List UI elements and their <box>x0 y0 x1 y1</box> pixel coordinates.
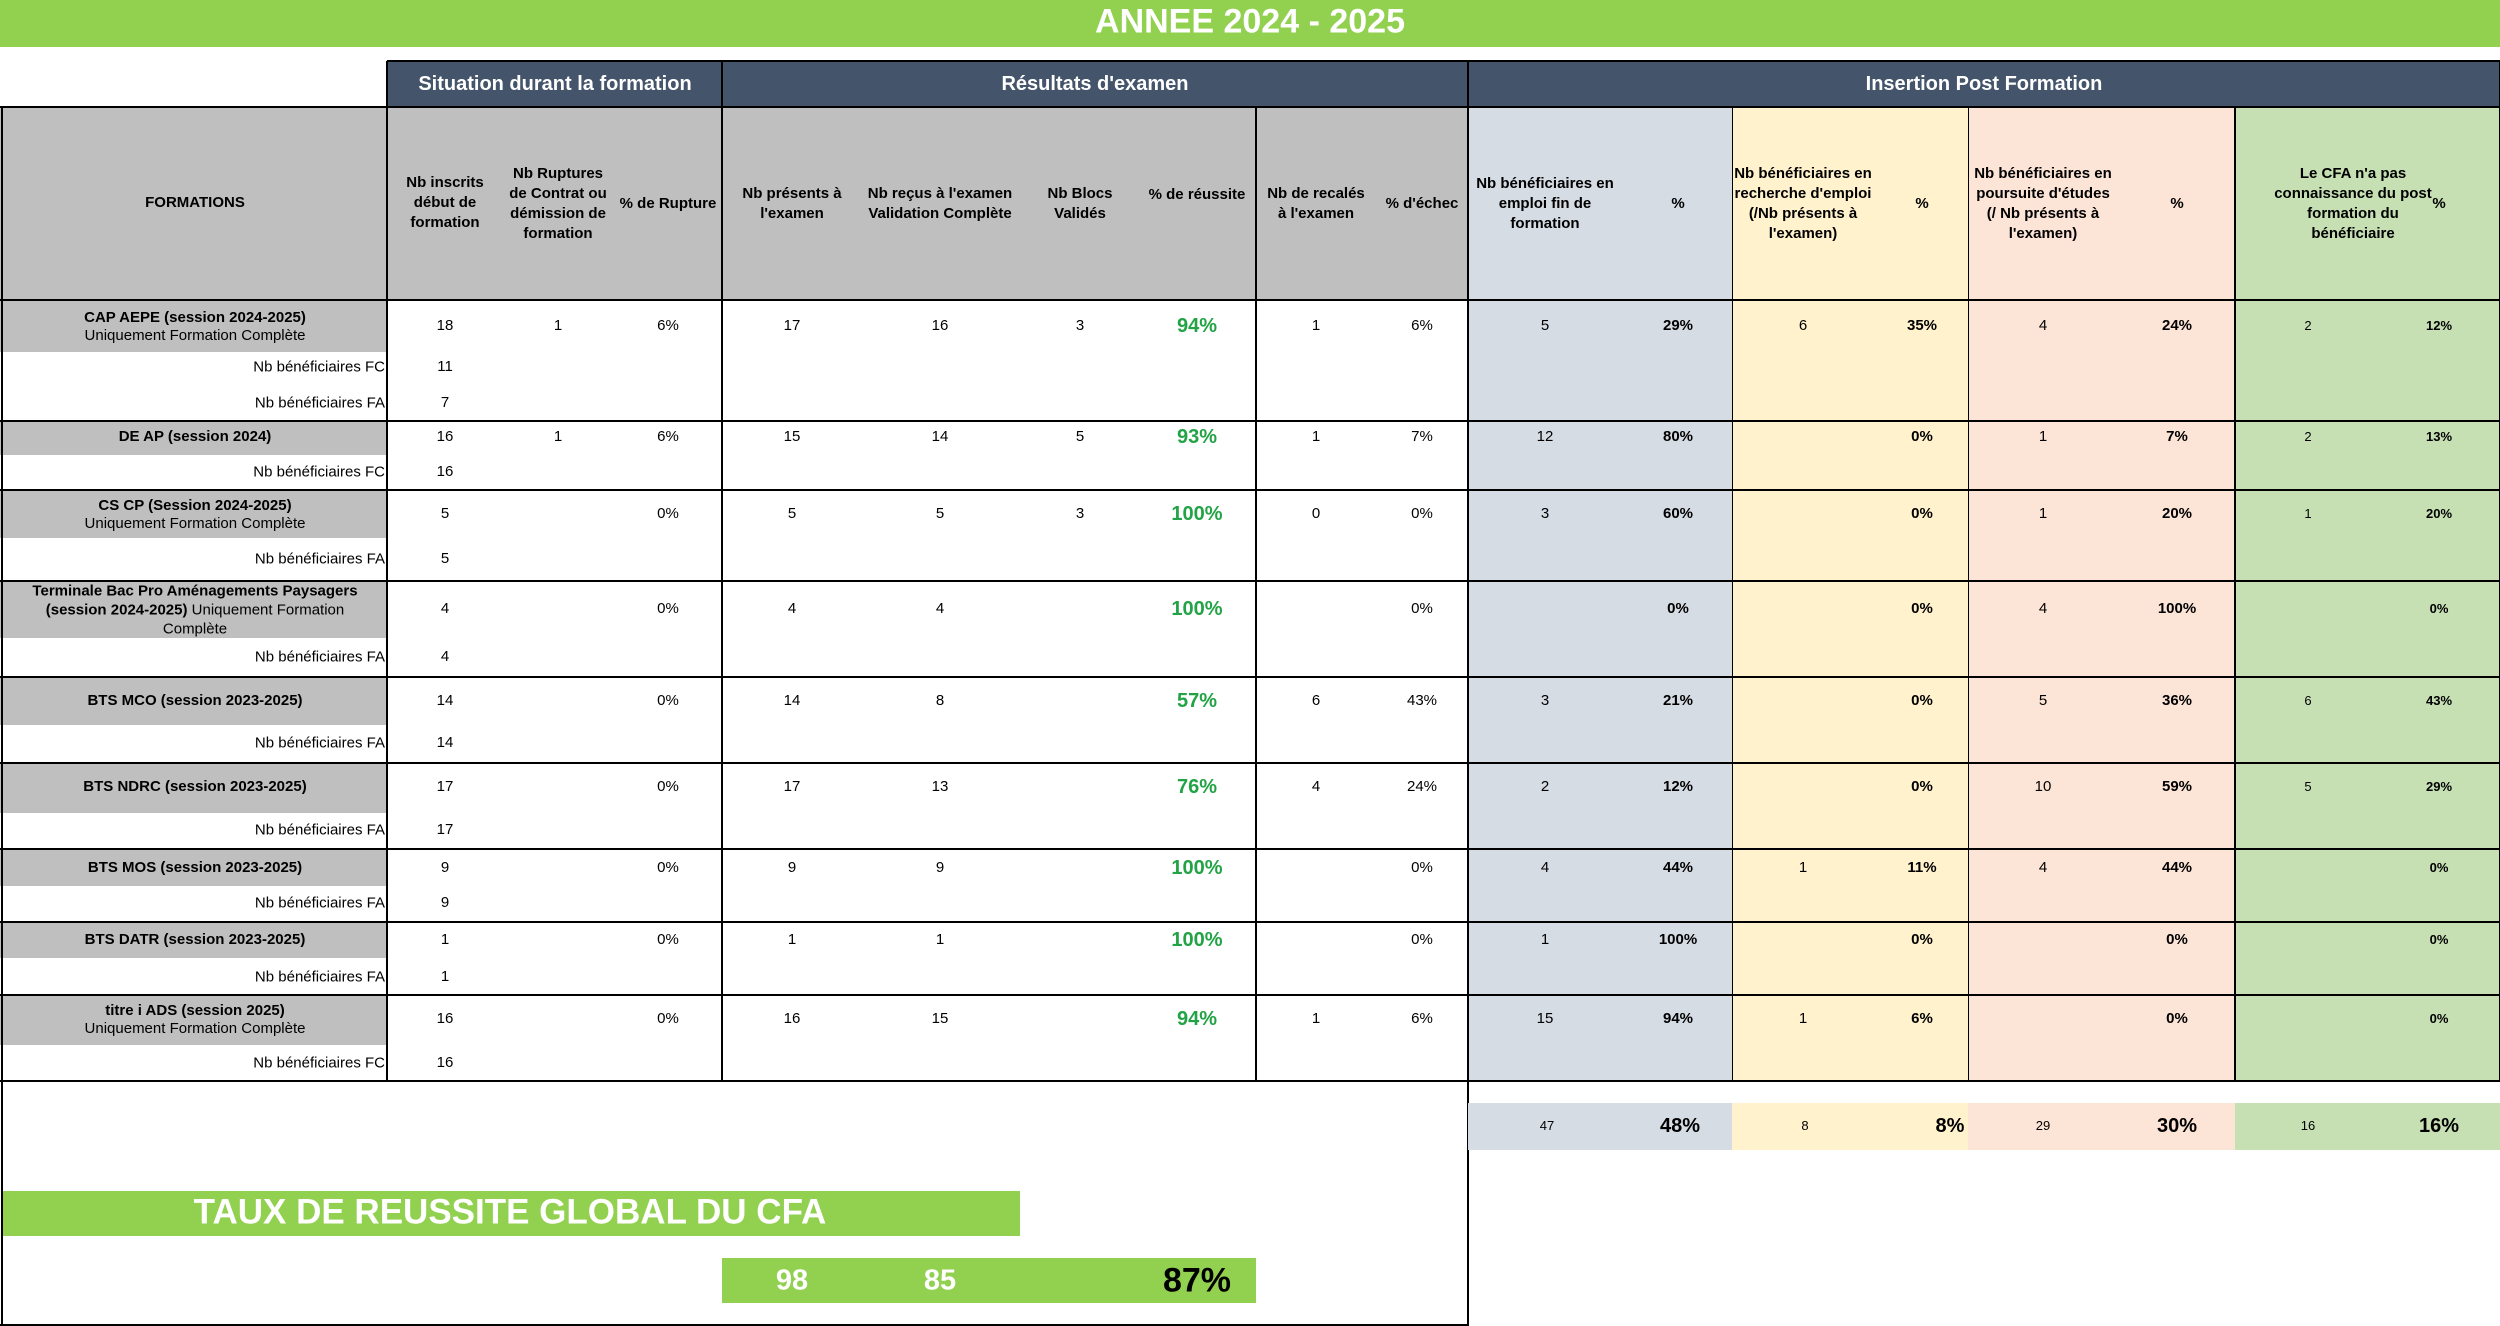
value-etudes: 1 <box>2038 427 2048 445</box>
value-etudes: 5 <box>2038 691 2048 709</box>
value-pct-rupture: 0% <box>657 1009 679 1027</box>
value-recales: 1 <box>1311 316 1321 334</box>
value-inscrits: 4 <box>440 599 450 617</box>
formation-subtitle: Uniquement Formation Complète <box>84 514 306 532</box>
value-recus: 14 <box>931 427 949 445</box>
value-ruptures: 1 <box>553 427 563 445</box>
value-emploi-pct: 12% <box>1662 777 1694 795</box>
column-header-recales: Nb de recalés à l'examen <box>1267 185 1365 222</box>
grid-line <box>0 1080 2500 1082</box>
value-reussite: 100% <box>1171 597 1223 620</box>
value-inscrits: 16 <box>436 1009 454 1027</box>
grid-line <box>0 299 2500 301</box>
value-emploi: 2 <box>1540 777 1550 795</box>
sub-row-label: Nb bénéficiaires FA <box>254 894 385 912</box>
column-header-blocs: Nb Blocs Validés <box>1047 185 1113 222</box>
total-emploi-pct: 48% <box>1659 1114 1701 1137</box>
value-etudes-pct: 0% <box>2166 1009 2188 1027</box>
group-label-situation: Situation durant la formation <box>418 72 692 95</box>
column-header-emploi: Nb bénéficiaires en emploi fin de formation <box>1476 175 1614 232</box>
sub-row-value: 9 <box>440 893 450 911</box>
column-header-recus: Nb reçus à l'examen Validation Complète <box>867 185 1013 222</box>
value-recus: 9 <box>935 858 945 876</box>
sub-row-label: Nb bénéficiaires FC <box>253 463 385 481</box>
grid-line <box>721 61 723 1081</box>
value-recherche-pct: 0% <box>1911 930 1933 948</box>
value-inconnu: 5 <box>2304 779 2312 795</box>
value-recus: 8 <box>935 691 945 709</box>
value-inconnu-pct: 0% <box>2429 601 2449 617</box>
grid-line <box>386 61 388 1081</box>
group-label-resultats: Résultats d'examen <box>1001 72 1189 95</box>
global-taux: 87% <box>1162 1261 1232 1300</box>
inconnu-cell <box>2235 300 2500 421</box>
sub-row-value: 4 <box>440 647 450 665</box>
formation-subtitle: Uniquement Formation Complète <box>162 601 345 638</box>
grid-line <box>0 489 2500 491</box>
etudes-cell <box>1968 763 2235 849</box>
value-inscrits: 1 <box>440 930 450 948</box>
value-emploi-pct: 94% <box>1662 1009 1694 1027</box>
value-emploi-pct: 29% <box>1662 316 1694 334</box>
column-header-ruptures: Nb Ruptures de Contrat ou démission de formation <box>509 165 607 242</box>
column-header-etudes: Nb bénéficiaires en poursuite d'études (/ Nb présents à l'examen) <box>1974 165 2112 242</box>
inconnu-cell <box>2235 922 2500 995</box>
value-presents: 14 <box>783 691 801 709</box>
value-reussite: 93% <box>1176 425 1218 448</box>
value-recherche-pct: 11% <box>1907 858 1937 876</box>
sub-row-value: 17 <box>436 820 454 838</box>
formation-name <box>15 582 375 639</box>
recherche-cell <box>1732 995 1968 1081</box>
emploi-cell <box>1468 677 1732 763</box>
value-blocs: 3 <box>1075 504 1085 522</box>
value-recus: 13 <box>931 777 949 795</box>
column-header-emploi-pct: % <box>1671 195 1685 212</box>
column-header-reussite: % de réussite <box>1148 186 1246 203</box>
total-etudes: 29 <box>2035 1118 2051 1134</box>
emploi-cell <box>1468 763 1732 849</box>
value-reussite: 100% <box>1171 928 1223 951</box>
sub-row-value: 1 <box>440 967 450 985</box>
column-header-echec: % d'échec <box>1385 195 1459 212</box>
value-inconnu-pct: 13% <box>2425 429 2453 445</box>
column-header-etudes-pct: % <box>2170 195 2184 212</box>
formation-name: DE AP (session 2024) <box>118 427 272 445</box>
value-recales: 1 <box>1311 427 1321 445</box>
value-presents: 16 <box>783 1009 801 1027</box>
value-recus: 15 <box>931 1009 949 1027</box>
sub-row-label: Nb bénéficiaires FC <box>253 1054 385 1072</box>
sub-row-value: 14 <box>436 733 454 751</box>
global-recus: 85 <box>923 1264 957 1297</box>
grid-line <box>0 676 2500 678</box>
recherche-cell <box>1732 763 1968 849</box>
etudes-cell <box>1968 581 2235 677</box>
formation-name: BTS DATR (session 2023-2025) <box>84 930 306 948</box>
total-recherche: 8 <box>1801 1118 1809 1134</box>
value-etudes-pct: 7% <box>2166 427 2188 445</box>
value-emploi-pct: 0% <box>1667 599 1689 617</box>
grid-line <box>2234 107 2236 1081</box>
value-recherche-pct: 0% <box>1911 504 1933 522</box>
value-inscrits: 14 <box>436 691 454 709</box>
sub-row-label: Nb bénéficiaires FA <box>254 734 385 752</box>
sub-row-label: Nb bénéficiaires FA <box>254 648 385 666</box>
value-presents: 9 <box>787 858 797 876</box>
grid-line <box>0 106 2500 108</box>
etudes-cell <box>1968 922 2235 995</box>
value-emploi-pct: 44% <box>1662 858 1694 876</box>
global-presents: 98 <box>775 1264 809 1297</box>
total-etudes-pct: 30% <box>2156 1114 2198 1137</box>
value-emploi: 3 <box>1540 691 1550 709</box>
sub-row-value: 16 <box>436 462 454 480</box>
total-inconnu: 16 <box>2300 1118 2316 1134</box>
value-inscrits: 18 <box>436 316 454 334</box>
value-etudes: 4 <box>2038 858 2048 876</box>
value-recales: 6 <box>1311 691 1321 709</box>
value-pct-rupture: 6% <box>657 316 679 334</box>
value-ruptures: 1 <box>553 316 563 334</box>
value-etudes: 4 <box>2038 316 2048 334</box>
grid-line <box>1 107 3 1326</box>
value-inconnu-pct: 0% <box>2429 860 2449 876</box>
value-recus: 5 <box>935 504 945 522</box>
value-reussite: 57% <box>1176 689 1218 712</box>
sub-row-label: Nb bénéficiaires FA <box>254 550 385 568</box>
value-presents: 17 <box>783 316 801 334</box>
value-recherche: 1 <box>1798 858 1808 876</box>
value-pct-rupture: 0% <box>657 599 679 617</box>
value-inconnu-pct: 0% <box>2429 1011 2449 1027</box>
formation-subtitle: Uniquement Formation Complète <box>84 1019 306 1037</box>
value-inscrits: 16 <box>436 427 454 445</box>
etudes-cell <box>1968 300 2235 421</box>
sub-row-value: 5 <box>440 549 450 567</box>
value-inconnu-pct: 12% <box>2425 318 2453 334</box>
value-recales: 0 <box>1311 504 1321 522</box>
inconnu-cell <box>2235 849 2500 922</box>
value-inconnu-pct: 0% <box>2429 932 2449 948</box>
grid-line <box>1968 107 1969 1081</box>
formation-name: CAP AEPE (session 2024-2025) <box>84 308 306 326</box>
value-recales: 4 <box>1311 777 1321 795</box>
etudes-cell <box>1968 849 2235 922</box>
formation-name: BTS MOS (session 2023-2025) <box>87 858 303 876</box>
value-emploi: 5 <box>1540 316 1550 334</box>
value-inscrits: 17 <box>436 777 454 795</box>
value-echec: 0% <box>1411 504 1433 522</box>
sub-row-value: 7 <box>440 393 450 411</box>
etudes-cell <box>1968 677 2235 763</box>
value-recherche: 1 <box>1798 1009 1808 1027</box>
value-emploi: 15 <box>1536 1009 1554 1027</box>
value-inconnu: 6 <box>2304 693 2312 709</box>
grid-line <box>0 580 2500 582</box>
total-inconnu-pct: 16% <box>2418 1114 2460 1137</box>
inconnu-cell <box>2235 421 2500 490</box>
value-pct-rupture: 6% <box>657 427 679 445</box>
value-echec: 43% <box>1406 691 1438 709</box>
formation-name: BTS MCO (session 2023-2025) <box>87 691 303 709</box>
value-presents: 1 <box>787 930 797 948</box>
sub-row-label: Nb bénéficiaires FC <box>253 358 385 376</box>
value-recus: 1 <box>935 930 945 948</box>
value-recherche-pct: 0% <box>1911 777 1933 795</box>
etudes-cell <box>1968 421 2235 490</box>
value-inconnu-pct: 29% <box>2425 779 2453 795</box>
etudes-cell <box>1968 995 2235 1081</box>
formation-name: BTS NDRC (session 2023-2025) <box>83 777 307 795</box>
value-recales: 1 <box>1311 1009 1321 1027</box>
value-etudes: 10 <box>2034 777 2052 795</box>
column-header-pct-rupture: % de Rupture <box>619 195 717 212</box>
value-presents: 17 <box>783 777 801 795</box>
value-pct-rupture: 0% <box>657 858 679 876</box>
value-etudes-pct: 100% <box>2157 599 2197 617</box>
column-header-presents: Nb présents à l'examen <box>742 185 842 222</box>
grid-line <box>0 848 2500 850</box>
value-etudes-pct: 44% <box>2161 858 2193 876</box>
inconnu-cell <box>2235 995 2500 1081</box>
emploi-cell <box>1468 995 1732 1081</box>
emploi-cell <box>1468 581 1732 677</box>
value-etudes-pct: 20% <box>2161 504 2193 522</box>
value-echec: 0% <box>1411 599 1433 617</box>
grid-line <box>0 921 2500 923</box>
value-recherche-pct: 0% <box>1911 691 1933 709</box>
value-etudes: 4 <box>2038 599 2048 617</box>
value-emploi: 12 <box>1536 427 1554 445</box>
value-presents: 5 <box>787 504 797 522</box>
value-pct-rupture: 0% <box>657 691 679 709</box>
total-recherche-pct: 8% <box>1935 1114 1965 1137</box>
value-recherche-pct: 0% <box>1911 599 1933 617</box>
etudes-cell <box>1968 490 2235 581</box>
value-emploi-pct: 100% <box>1658 930 1698 948</box>
value-inconnu-pct: 43% <box>2425 693 2453 709</box>
value-inscrits: 5 <box>440 504 450 522</box>
value-inconnu: 1 <box>2304 506 2312 522</box>
total-inconnu-cell <box>2235 1103 2500 1150</box>
value-reussite: 94% <box>1176 1007 1218 1030</box>
value-emploi: 4 <box>1540 858 1550 876</box>
grid-line <box>0 420 2500 422</box>
value-reussite: 100% <box>1171 502 1223 525</box>
column-header-formations: FORMATIONS <box>145 194 245 211</box>
grid-line <box>0 762 2500 764</box>
inconnu-cell <box>2235 581 2500 677</box>
value-etudes-pct: 0% <box>2166 930 2188 948</box>
formation-name: titre i ADS (session 2025) <box>105 1001 285 1019</box>
global-rate-label: TAUX DE REUSSITE GLOBAL DU CFA <box>193 1192 827 1232</box>
value-etudes: 1 <box>2038 504 2048 522</box>
value-recherche-pct: 35% <box>1906 316 1938 334</box>
grid-line <box>0 994 2500 996</box>
value-echec: 7% <box>1411 427 1433 445</box>
emploi-cell <box>1468 490 1732 581</box>
value-inconnu: 2 <box>2304 429 2312 445</box>
value-echec: 6% <box>1411 1009 1433 1027</box>
recherche-cell <box>1732 490 1968 581</box>
value-echec: 0% <box>1411 858 1433 876</box>
sub-row-label: Nb bénéficiaires FA <box>254 394 385 412</box>
column-header-recherche-pct: % <box>1915 195 1929 212</box>
column-header-inconnu: Le CFA n'a pas connaissance du post formation du bénéficiaire <box>2274 165 2432 242</box>
value-inconnu-pct: 20% <box>2425 506 2453 522</box>
value-pct-rupture: 0% <box>657 504 679 522</box>
formation-subtitle: Uniquement Formation Complète <box>84 326 306 344</box>
page-title: ANNEE 2024 - 2025 <box>1095 2 1405 41</box>
grid-line <box>1732 107 1733 1081</box>
value-reussite: 100% <box>1171 856 1223 879</box>
value-reussite: 76% <box>1176 775 1218 798</box>
value-pct-rupture: 0% <box>657 930 679 948</box>
total-emploi: 47 <box>1539 1118 1555 1134</box>
grid-line <box>387 60 1468 62</box>
value-recherche-pct: 6% <box>1911 1009 1933 1027</box>
sub-row-value: 16 <box>436 1053 454 1071</box>
value-emploi-pct: 21% <box>1662 691 1694 709</box>
recherche-cell <box>1732 677 1968 763</box>
value-emploi: 3 <box>1540 504 1550 522</box>
total-recherche-cell <box>1732 1103 1968 1150</box>
value-blocs: 5 <box>1075 427 1085 445</box>
inconnu-cell <box>2235 763 2500 849</box>
sub-row-label: Nb bénéficiaires FA <box>254 821 385 839</box>
value-pct-rupture: 0% <box>657 777 679 795</box>
column-header-inconnu-pct: % <box>2432 195 2446 212</box>
value-emploi: 1 <box>1540 930 1550 948</box>
value-inconnu: 2 <box>2304 318 2312 334</box>
grid-line <box>1468 60 2500 62</box>
group-label-insertion: Insertion Post Formation <box>1865 72 2103 95</box>
grid-line <box>1255 107 1257 1081</box>
value-emploi-pct: 60% <box>1662 504 1694 522</box>
value-presents: 4 <box>787 599 797 617</box>
inconnu-cell <box>2235 677 2500 763</box>
value-recherche: 6 <box>1798 316 1808 334</box>
value-echec: 24% <box>1406 777 1438 795</box>
value-inscrits: 9 <box>440 858 450 876</box>
value-blocs: 3 <box>1075 316 1085 334</box>
formation-name: CS CP (Session 2024-2025) <box>98 496 292 514</box>
formation-name-text: Terminale Bac Pro Aménagements Paysagers (session 2024-2025) <box>32 582 358 619</box>
inconnu-cell <box>2235 490 2500 581</box>
recherche-cell <box>1732 581 1968 677</box>
sub-row-value: 11 <box>437 357 453 375</box>
value-reussite: 94% <box>1176 314 1218 337</box>
value-etudes-pct: 36% <box>2161 691 2193 709</box>
sub-row-label: Nb bénéficiaires FA <box>254 968 385 986</box>
value-etudes-pct: 24% <box>2161 316 2193 334</box>
value-emploi-pct: 80% <box>1662 427 1694 445</box>
column-header-inscrits: Nb inscrits début de formation <box>406 174 484 231</box>
value-recus: 4 <box>935 599 945 617</box>
value-etudes-pct: 59% <box>2161 777 2193 795</box>
value-echec: 0% <box>1411 930 1433 948</box>
column-header-recherche: Nb bénéficiaires en recherche d'emploi (/Nb présents à l'examen) <box>1734 165 1872 242</box>
value-recherche-pct: 0% <box>1911 427 1933 445</box>
value-presents: 15 <box>783 427 801 445</box>
value-echec: 6% <box>1411 316 1433 334</box>
value-recus: 16 <box>931 316 949 334</box>
